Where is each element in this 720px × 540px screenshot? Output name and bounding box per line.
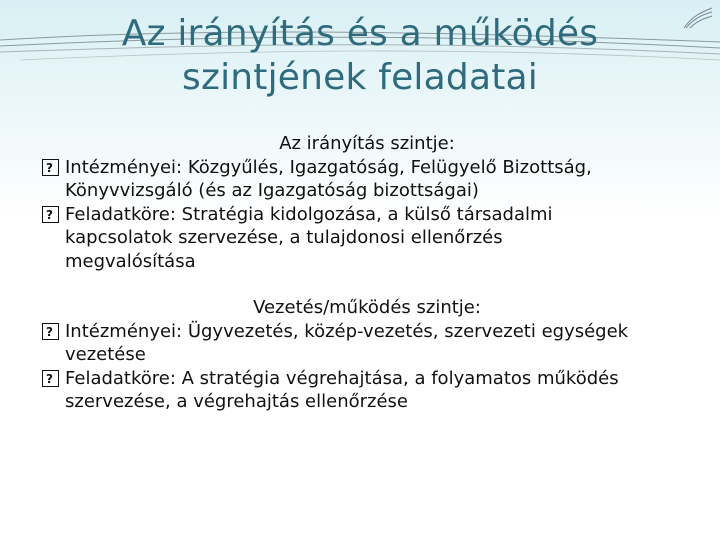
section-spacer [42,273,692,296]
bullet-line: Feladatköre: Stratégia kidolgozása, a külső társadalmi [65,203,553,225]
section-heading-governance: Az irányítás szintje: [279,133,455,154]
bullet-line: megvalósítása [65,250,196,272]
bullet-line: Könyvvizsgáló (és az Igazgatóság bizottságai) [65,180,479,201]
missing-glyph-bullet-icon [42,323,59,340]
missing-glyph-bullet-icon [42,206,59,223]
section-heading-operations: Vezetés/működés szintje: [253,297,481,318]
bullet-operations-tasks [42,367,692,414]
bullet-line: kapcsolatok szervezése, a tulajdonosi ellenőrzés [65,227,503,248]
bullet-governance-institutions [42,156,692,203]
bullet-line: Intézményei: Közgyűlés, Igazgatóság, Felügyelő Bizottság, [65,156,592,178]
corner-decoration-icon [682,6,714,30]
missing-glyph-bullet-icon [42,159,59,176]
missing-glyph-bullet-icon [42,370,59,387]
title-line-2: szintjének feladatai [182,57,538,98]
bullet-line: szervezése, a végrehajtás ellenőrzése [65,391,409,412]
slide-title [40,12,680,100]
bullet-governance-tasks [42,203,692,274]
slide-body [42,132,692,414]
title-line-1: Az irányítás és a működés [121,13,599,54]
bullet-line: Intézményei: Ügyvezetés, közép-vezetés, szervezeti egységek [65,320,629,342]
bullet-operations-institutions [42,320,692,367]
bullet-line: vezetése [65,344,146,365]
bullet-line: Feladatköre: A stratégia végrehajtása, a folyamatos működés [65,367,619,389]
